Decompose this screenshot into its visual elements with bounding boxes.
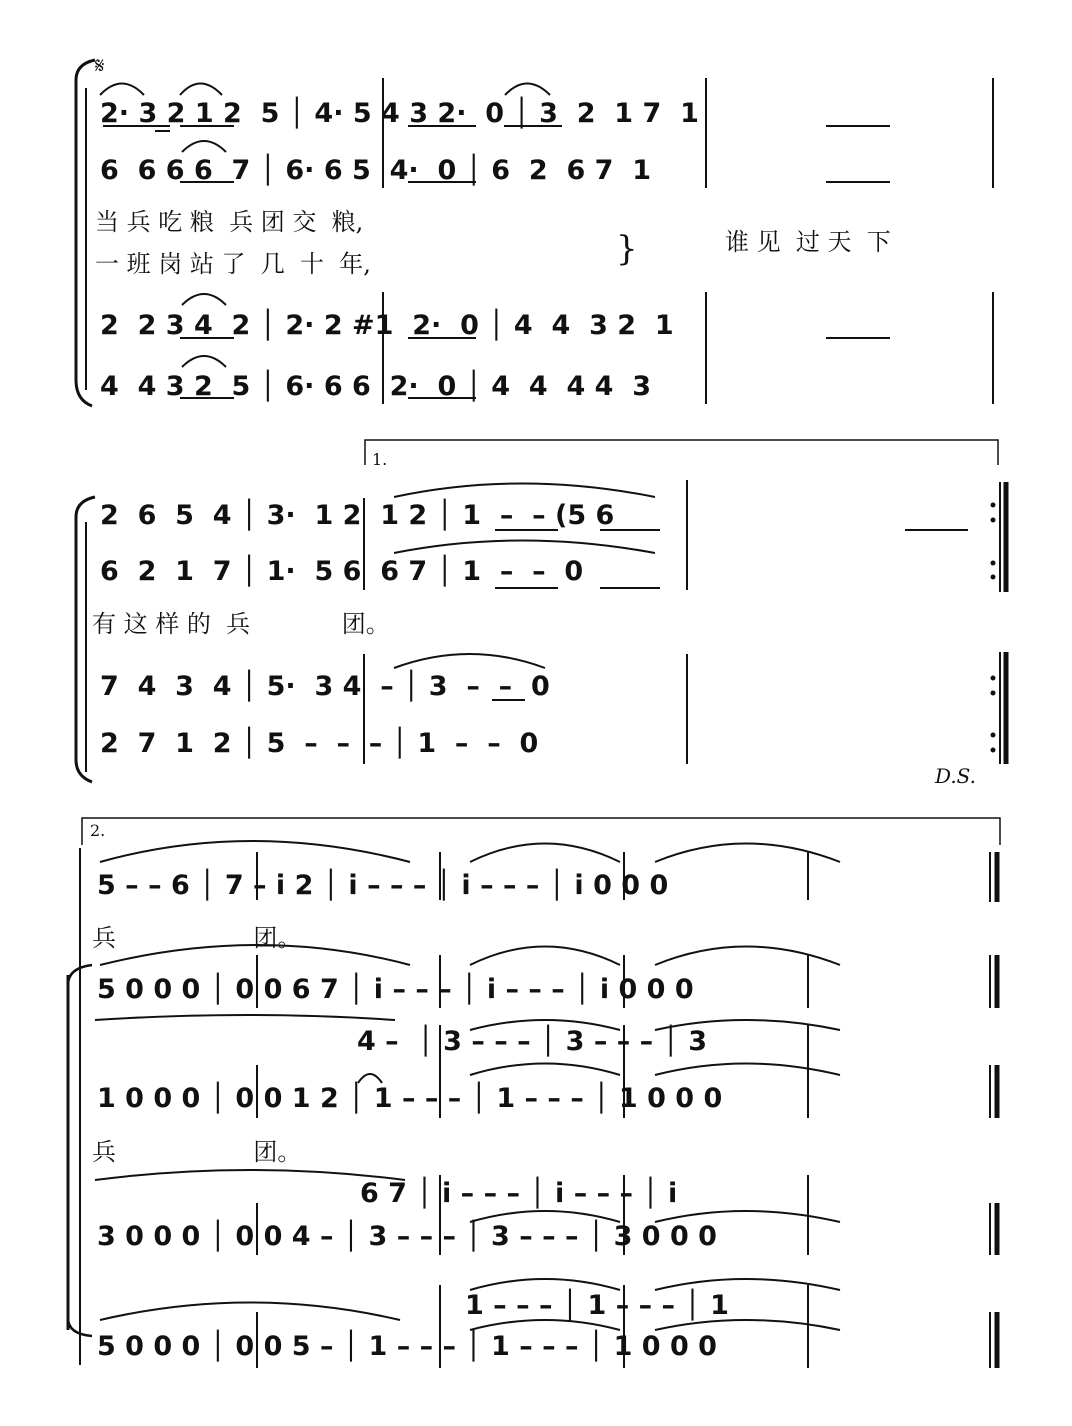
lyric-brace: } [616,229,638,269]
segno-sign: 𝄋 [95,54,105,79]
system3-lyric2: 兵 团。 [92,1138,302,1166]
system1-lyric1: 当 兵 吃 粮 兵 团 交 粮, [95,208,364,236]
ds-marking: D.S. [935,764,977,788]
system2-staff3: 7 4 3 4 │ 5· 3 4 – │ 3 – – 0 [100,671,550,702]
system3-lyric1: 兵 团。 [92,924,302,952]
system3-staff3-upper: 4 – │ 3 – – – │ 3 – – – │ 3 [357,1026,708,1057]
volta-2-label: 2. [90,821,106,840]
system2-staff2: 6 2 1 7 │ 1· 5 6 6 7 │ 1 – – 0 [100,556,584,587]
system1-staff1: 2· 3 2 1 2 5 │ 4· 5 4 3 2· 0 │ 3 2 1 7 1 [100,98,699,129]
system3-staff4: 3 0 0 0 │ 0 0 4 – │ 3 – – – │ 3 – – – │ 3 0 0 0 [97,1221,717,1252]
volta-1-label: 1. [372,450,388,469]
system1-lyric2: 一 班 岗 站 了 几 十 年, [95,250,371,278]
system3-staff2: 5 0 0 0 │ 0 0 6 7 │ i – – – │ i – – – │ i 0 0 0 [97,974,694,1005]
system3-staff4-upper: 6 7 │ i – – – │ i – – – │ i [360,1178,678,1209]
system3-staff5: 5 0 0 0 │ 0 0 5 – │ 1 – – – │ 1 – – – │ 1 0 0 0 [97,1331,717,1362]
system2-lyric: 有 这 样 的 兵 团。 [92,610,390,638]
system1-lyric-right: 谁 见 过 天 下 [725,228,891,256]
system3-staff3: 1 0 0 0 │ 0 0 1 2 │ 1 – – – │ 1 – – – │ 1 0 0 0 [97,1083,723,1114]
system2-staff1: 2 6 5 4 │ 3· 1 2 1 2 │ 1 – – (5 6 [100,500,615,531]
system3-staff5-upper: 1 – – – │ 1 – – – │ 1 [465,1290,729,1321]
system1-staff4: 4 4 3 2 5 │ 6· 6 6 2· 0 │ 4 4 4 4 3 [100,371,652,402]
system1-staff2: 6 6 6 6 7 │ 6· 6 5 4· 0 │ 6 2 6 7 1 [100,155,652,186]
system3-staff1: 5 – – 6 │ 7 – i 2 │ i – – – │ i – – – │ i 0 0 0 [97,870,669,901]
system2-staff4: 2 7 1 2 │ 5 – – – │ 1 – – 0 [100,728,539,759]
system1-staff3: 2 2 3 4 2 │ 2· 2 #1 2· 0 │ 4 4 3 2 1 [100,310,674,341]
